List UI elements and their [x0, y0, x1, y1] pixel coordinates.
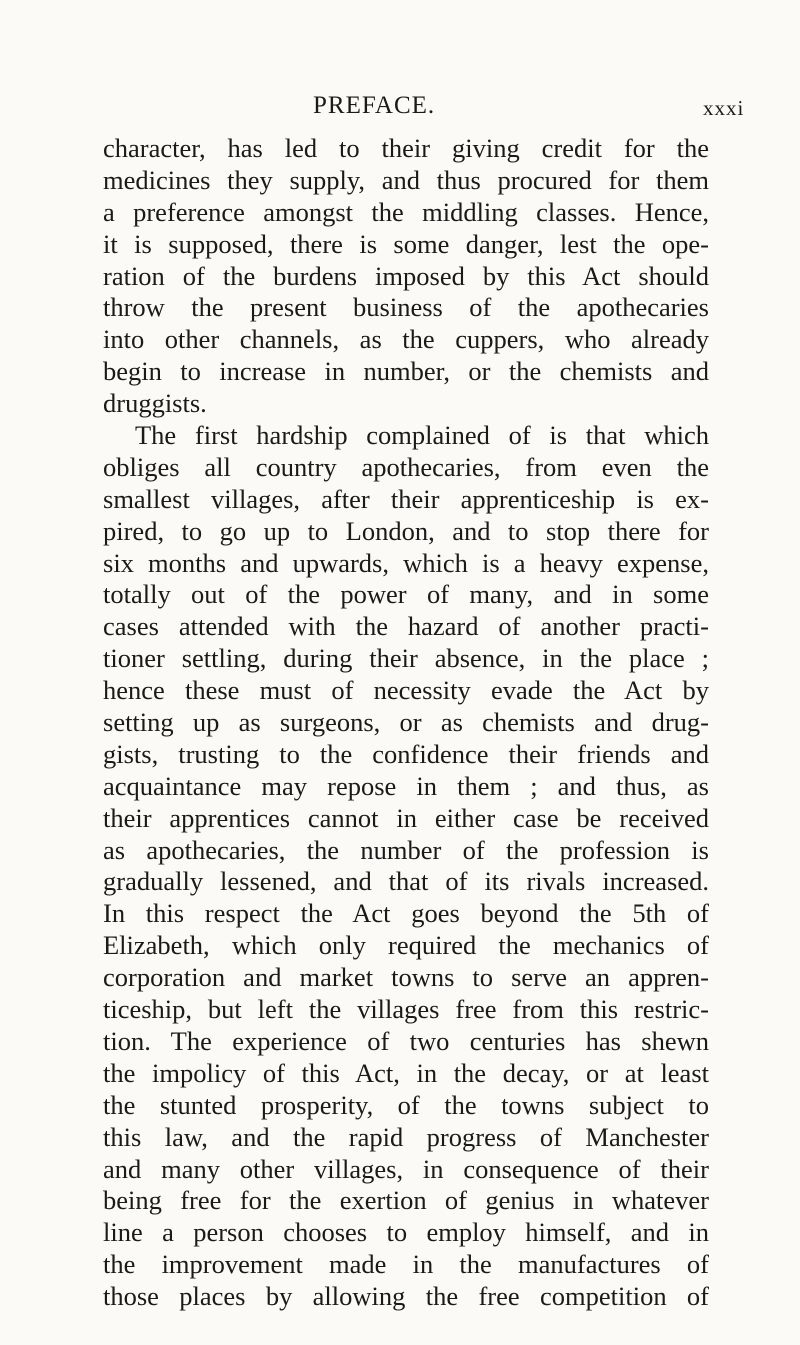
body-text — [103, 133, 709, 1313]
text-line: their apprentices cannot in either case be received — [103, 802, 709, 833]
text-line: six months and upwards, which is a heavy expense, — [103, 547, 709, 578]
text-line: into other channels, as the cuppers, who already — [103, 324, 709, 355]
text-line: druggists. — [103, 388, 207, 419]
text-line: cases attended with the hazard of another practi- — [103, 611, 709, 642]
text-line: In this respect the Act goes beyond the 5th of — [103, 898, 709, 929]
text-line: tioner settling, during their absence, in the place ; — [103, 643, 709, 674]
text-line: hence these must of necessity evade the Act by — [103, 675, 709, 706]
text-line: medicines they supply, and thus procured for them — [103, 164, 709, 195]
text-line: being free for the exertion of genius in whatever — [103, 1185, 709, 1216]
text-line: the stunted prosperity, of the towns subject to — [103, 1089, 709, 1120]
text-line: Elizabeth, which only required the mechanics of — [103, 930, 709, 961]
text-line: acquaintance may repose in them ; and thus, as — [103, 770, 709, 801]
text-line: the improvement made in the manufactures of — [103, 1249, 709, 1280]
text-line: those places by allowing the free competition of — [103, 1281, 709, 1312]
text-line: totally out of the power of many, and in some — [103, 579, 709, 610]
text-line: corporation and market towns to serve an appren- — [103, 962, 709, 993]
running-title: PREFACE. — [313, 92, 436, 119]
text-line: character, has led to their giving credit for the — [103, 133, 709, 163]
text-line: setting up as surgeons, or as chemists and drug- — [103, 707, 709, 738]
text-line: obliges all country apothecaries, from even the — [103, 451, 709, 482]
text-line: throw the present business of the apothecaries — [103, 292, 709, 323]
text-line: it is supposed, there is some danger, lest the ope- — [103, 228, 709, 259]
text-line: gists, trusting to the confidence their friends and — [103, 738, 709, 769]
text-line: ration of the burdens imposed by this Act should — [103, 260, 709, 291]
text-line: a preference amongst the middling classes. Hence, — [103, 196, 709, 227]
text-line: as apothecaries, the number of the profession is — [103, 834, 709, 865]
text-line: this law, and the rapid progress of Manchester — [103, 1121, 709, 1152]
page-number: xxxi — [703, 96, 745, 120]
text-line: pired, to go up to London, and to stop there for — [103, 515, 709, 546]
text-line: smallest villages, after their apprenticeship is ex- — [103, 483, 709, 514]
text-line: and many other villages, in consequence of their — [103, 1153, 709, 1184]
running-head — [0, 92, 800, 122]
text-line: gradually lessened, and that of its rivals increased. — [103, 866, 709, 897]
text-line: line a person chooses to employ himself, and in — [103, 1217, 709, 1248]
text-line: The first hardship complained of is that which — [135, 420, 709, 451]
text-line: begin to increase in number, or the chemists and — [103, 356, 709, 387]
text-line: the impolicy of this Act, in the decay, or at least — [103, 1057, 709, 1088]
text-line: tion. The experience of two centuries has shewn — [103, 1025, 709, 1056]
text-line: ticeship, but left the villages free from this restric- — [103, 994, 709, 1025]
